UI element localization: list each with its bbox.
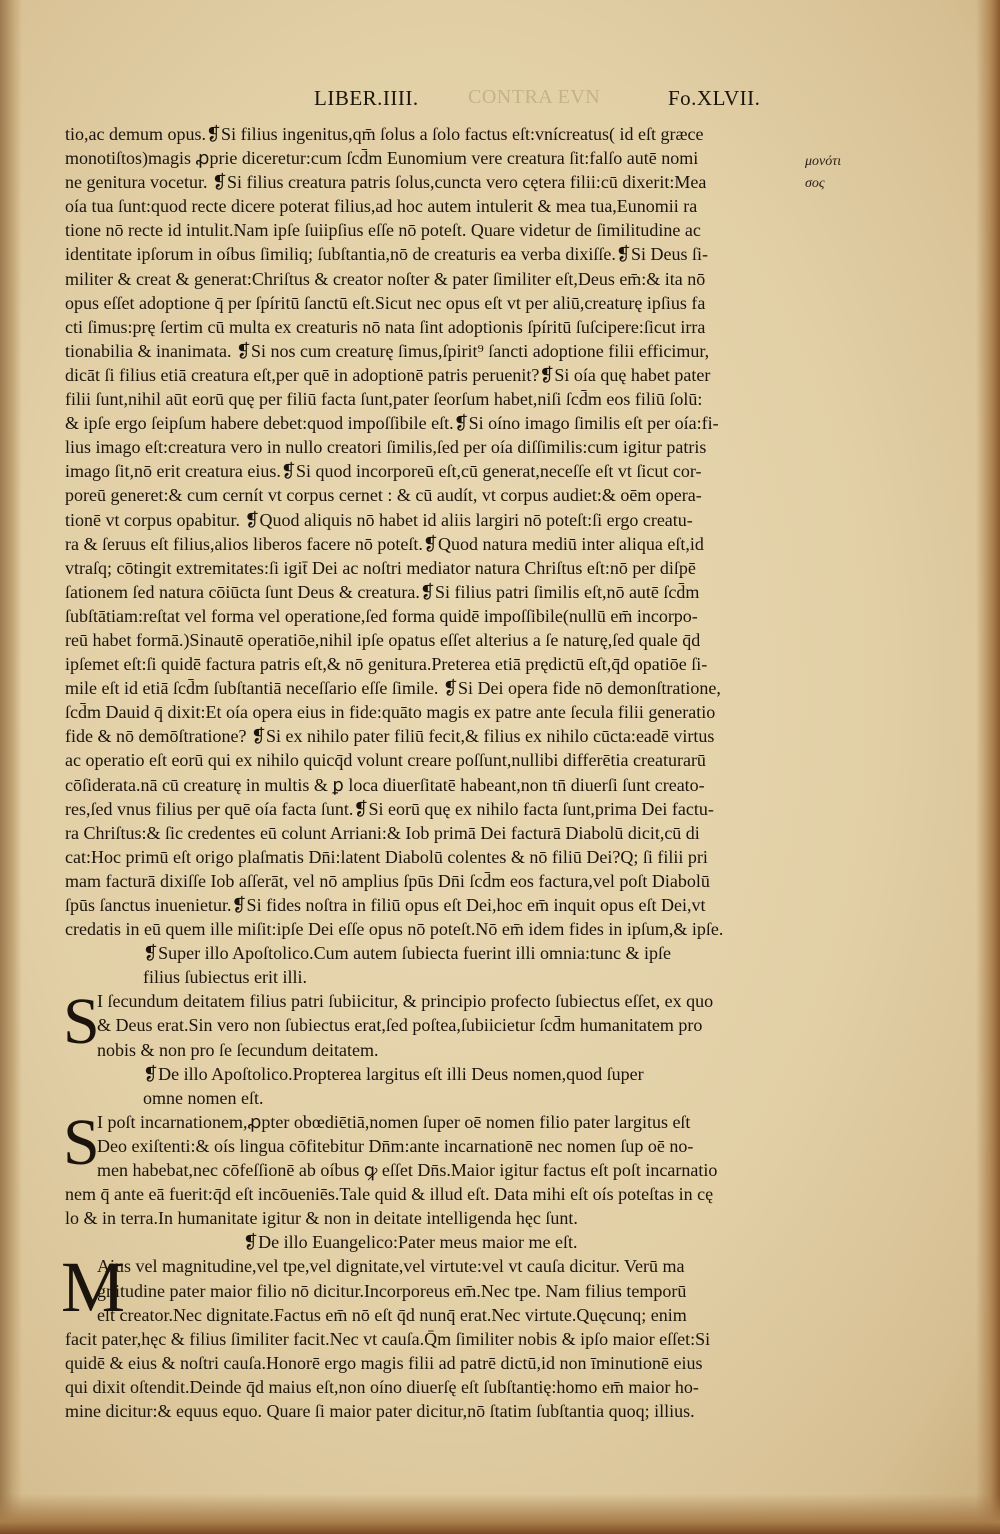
running-head-showthrough: CONTRA EVN xyxy=(468,86,601,108)
paragraph-line: facit pater,hęc & filius ſimiliter facit.Nec vt cauſa.Q̄m ſimiliter nobis & ipſo maior eſſet:Si xyxy=(65,1328,711,1349)
text-line: tio,ac demum opus.❡Si filius ingenitus,qm̄ ſolus a ſolo factus eſt:vnícreatus( id eſt græce xyxy=(65,124,704,144)
heading-line: ❡Super illo Apoſtolico.Cum autem ſubiecta fuerint illi omnia:tunc & ipſe xyxy=(143,943,671,964)
paragraph-line: Deo exiſtenti:& oís lingua cōfitebitur Dn̄m:ante incarnationē nec nomen ſup oē no- xyxy=(97,1135,694,1156)
text-line: res,ſed vnus filius per quē oía facta ſunt.❡Si eorū quę ex nihilo facta ſunt,prima Dei factu- xyxy=(65,798,714,819)
paragraph-line: nem q̄ ante eā fuerit:q̄d eſt incōueniēs.Tale quid & illud eſt. Data mihi eſt oís poteſtas in cę xyxy=(65,1184,714,1205)
paragraph-3 xyxy=(61,1247,798,1423)
text-line: imago ſit,nō erit creatura eius.❡Si quod incorporeū eſt,cū generat,neceſſe eſt vt ſicut cor- xyxy=(65,461,702,482)
paragraph-line: nobis & non pro ſe ſecundum deitatem. xyxy=(97,1039,379,1060)
paragraph-line: & Deus erat.Sin vero non ſubiectus erat,ſed poſtea,ſubiicietur ſcd̄m humanitatem pro xyxy=(97,1015,703,1036)
text-line: credatis in eū quem ille miſit:ipſe Dei eſſe opus nō poteſt.Nō em̄ idem fides in ipſum,& ipſe. xyxy=(65,919,724,940)
text-line: ſubſtātiam:reſtat vel forma vel operatione,ſed forma quidē impoſſibile(nullū em̄ incorpo- xyxy=(65,605,698,626)
paragraph-2 xyxy=(63,1105,798,1230)
text-line: & ipſe ergo ſeipſum habere debet:quod impoſſibile eſt.❡Si oíno imago ſimilis eſt per oía:fi- xyxy=(65,413,719,434)
section-heading-1 xyxy=(65,941,798,989)
text-line: poreū generet:& cum cernít vt corpus cernet : & cū audít, vt corpus audiet:& oēm opera- xyxy=(65,485,702,506)
drop-cap: S xyxy=(63,1105,100,1179)
text-line: ac operatio eſt eorū qui ex nihilo quicq̄d volunt creare poſſunt,nullibi differētia creaturarū xyxy=(65,750,706,771)
text-line: ne genitura vocetur. ❡Si filius creatura patris ſolus,cuncta vero cętera filii:cū dixerit:Mea xyxy=(65,172,707,193)
heading-line: omne nomen eſt. xyxy=(143,1087,264,1108)
paragraph-line: Aius vel magnitudine,vel tpe,vel dignitate,vel virtute:vel vt cauſa dicitur. Verū ma xyxy=(97,1256,685,1277)
drop-cap: S xyxy=(63,985,100,1059)
text-line: lius imago eſt:creatura vero in nullo creatori ſimilis,ſed per oía diſſimilis:cum igitur patris xyxy=(65,437,707,458)
text-line: ſcd̄m Dauid q̄ dixit:Et oía opera eius in fide:quāto magis ex patre ante ſecula filii generatio xyxy=(65,702,716,723)
text-line: mile eſt id etiā ſcd̄m ſubſtantiā neceſſario eſſe ſimile. ❡Si Dei opera fide nō demonſtratione, xyxy=(65,678,721,699)
text-line: cti ſimus:prę ſertim cū multa ex creaturis nō nata ſint adoptionis ſpíritū ſuſcipere:ſicut irra xyxy=(65,316,706,337)
text-line: tionabilia & inanimata. ❡Si nos cum creaturę ſimus,ſpirit⁹ ſancti adoptione filii efficimur, xyxy=(65,340,710,361)
text-line: monotiſtos)magis ꝓprie diceretur:cum ſcd̄m Eunomium vere creatura ſit:falſo autē nomi xyxy=(65,148,699,169)
text-line: militer & creat & generat:Chriſtus & creator noſter & pater ſimiliter eſt,Deus em̄:& ita nō xyxy=(65,268,706,289)
text-line: opus eſſet adoptione q̄ per ſpíritū ſanctū eſt.Sicut nec opus eſt vt per aliū,creaturę ipſius fa xyxy=(65,292,706,313)
heading-line: filius ſubiectus erit illi. xyxy=(143,967,307,988)
text-line: cōſiderata.nā cū creaturę in multis & ꝑ loca diuerſitatē habeant,non tn̄ diuerſi ſunt creato- xyxy=(65,774,705,795)
text-line: ſationem ſed natura cōiūcta ſunt Deus & creatura.❡Si filius patri ſimilis eſt,nō autē ſcd̄m xyxy=(65,581,700,602)
folio-number: Fo.XLVII. xyxy=(668,86,761,110)
text-line: oía tua ſunt:quod recte dicere poterat filius,ad hoc autem intulerit & mea tua,Eunomii ra xyxy=(65,196,698,217)
paragraph-1 xyxy=(63,985,798,1061)
paragraph-line: quidē & eius & noſtri cauſa.Honorē ergo magis filii ad patrē dictū,id non īminutionē eius xyxy=(65,1352,703,1373)
drop-cap: M xyxy=(61,1247,126,1328)
text-line: reū habet formā.)Sinautē operatiōe,nihil ipſe opatus eſſet alterius a ſe naturę,ſed quale q̄d xyxy=(65,629,701,650)
margin-note-greek-2: σος xyxy=(805,176,825,191)
text-block-main xyxy=(65,122,798,941)
paragraph-line: gnitudine pater maior filio nō dicitur.Incorporeus em̄.Nec tpe. Nam filius temporū xyxy=(97,1280,687,1301)
paragraph-line: I poſt incarnationem,ꝓpter obœdiētiā,nomen ſuper oē nomen filio pater largitus eſt xyxy=(97,1111,691,1132)
text-line: vtraſq; cōtingit extremitates:ſi igit̄ Dei ac noſtri mediator natura Chriſtus eſt:nō per diſpē xyxy=(65,557,696,578)
text-line: ſpūs ſanctus inuenietur.❡Si fides noſtra in filiū opus eſt Dei,hoc em̄ inquit opus eſt Dei,vt xyxy=(65,895,706,915)
text-line: cat:Hoc primū eſt origo plaſmatis Dn̄i:latent Diabolū colentes & nō filiū Dei?Q; ſi filii pri xyxy=(65,846,708,867)
section-heading-3 xyxy=(65,1230,798,1254)
text-line: identitate ipſorum in oíbus ſimiliq; ſubſtantia,nō de creaturis ea verba dixiſſe.❡Si Deus ſi- xyxy=(65,244,708,265)
page-edge-right xyxy=(976,0,1000,1534)
text-body xyxy=(61,122,798,1423)
text-line: mam facturā dixiſſe Iob aſſerāt, vel nō amplius ſpūs Dn̄i ſcd̄m eos factura,vel poſt Diabolū xyxy=(65,870,710,891)
text-line: tione nō recte id intulit.Nam ipſe ſuiipſius eſſe nō poteſt. Quare videtur de ſimilitudine ac xyxy=(65,220,701,241)
text-line: ra & ſeruus eſt filius,alios liberos facere nō poteſt.❡Quod natura mediū inter aliqua eſt,id xyxy=(65,533,704,554)
text-line: tionē vt corpus opabitur. ❡Quod aliquis nō habet id aliis largiri nō poteſt:ſi ergo creatu- xyxy=(65,509,693,530)
paragraph-line: qui dixit oſtendit.Deinde q̄d maius eſt,non oíno diuerſę eſt ſubſtantię:homo em̄ maior ho- xyxy=(65,1376,699,1397)
text-line: ipſemet eſt:ſi quidē factura patris eſt,& nō genitura.Preterea etiā prędictū eſt,q̄d opatiōe ſi- xyxy=(65,654,708,675)
book-spine-shadow xyxy=(0,0,22,1534)
paragraph-line: lo & in terra.In humanitate igitur & non in deitate intelligenda hęc ſunt. xyxy=(65,1208,578,1229)
heading-line: ❡De illo Euangelico:Pater meus maior me eſt. xyxy=(243,1232,578,1253)
text-line: fide & nō demōſtratione? ❡Si ex nihilo pater filiū fecit,& filius ex nihilo cūcta:eadē virtus xyxy=(65,726,715,747)
running-head-book: LIBER.IIII. xyxy=(314,86,419,110)
paragraph-line: eſt creator.Nec dignitate.Factus em̄ nō eſt q̄d nunq̄ erat.Nec virtute.Quęcunq; enim xyxy=(97,1304,687,1325)
heading-line: ❡De illo Apoſtolico.Propterea largitus eſt illi Deus nomen,quod ſuper xyxy=(143,1063,644,1084)
text-line: filii ſunt,nihil aūt eorū quę per filiū facta ſunt,pater ſeorſum habet,niſi ſcd̄m eos filiū ſolū: xyxy=(65,389,703,410)
margin-note-greek-1: μονότι xyxy=(805,154,842,169)
text-line: dicāt ſi filius etiā creatura eſt,per quē in adoptionē patris peruenit?❡Si oía quę habet pater xyxy=(65,364,711,385)
page-edge-bottom xyxy=(0,1494,1000,1534)
paragraph-line: mine dicitur:& equus equo. Quare ſi maior pater dicitur,nō ſtatim ſubſtantia quoq; illius. xyxy=(65,1400,695,1421)
text-line: ra Chriſtus:& ſic credentes eū colunt Arriani:& Iob primā Dei facturā Diabolū dicit,cū di xyxy=(65,822,700,843)
section-heading-2 xyxy=(65,1062,798,1110)
paragraph-line: men habebat,nec cōfeſſionē ab oíbus ꝙ eſſet Dn̄s.Maior igitur factus eſt poſt incarnatio xyxy=(97,1160,718,1181)
paragraph-line: I ſecundum deitatem filius patri ſubiicitur, & principio profecto ſubiectus eſſet, ex quo xyxy=(97,991,714,1012)
